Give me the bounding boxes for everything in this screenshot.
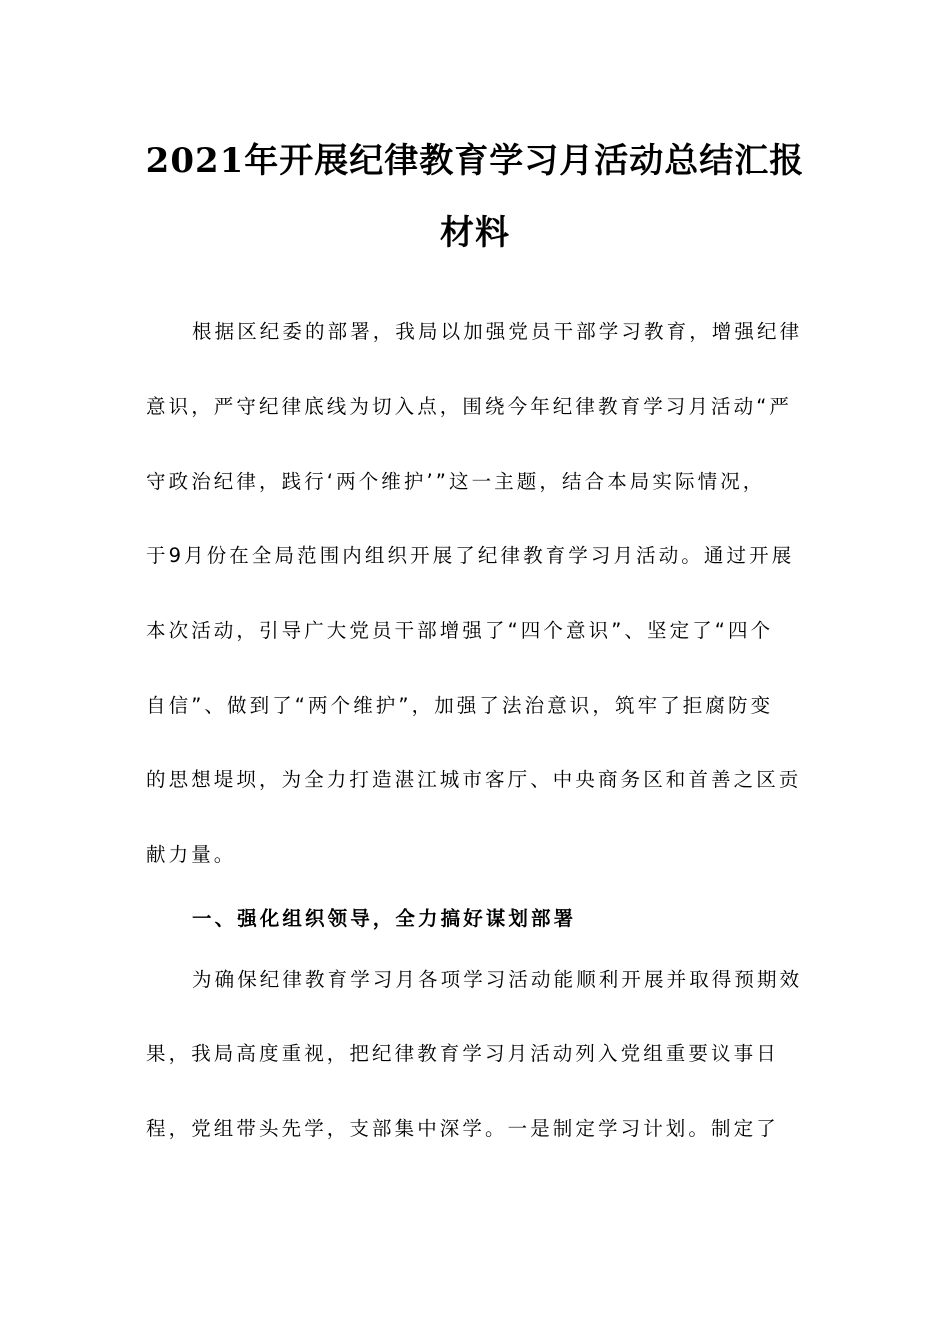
paragraph-1-line-3: 守政治纪律，践行‘两个维护’”这一主题，结合本局实际情况， [146,470,766,493]
document-title-line-2: 材料 [440,213,510,253]
paragraph-1-line-7: 的思想堤坝，为全力打造湛江城市客厅、中央商务区和首善之区贡 [146,768,802,791]
paragraph-1-line-8: 献力量。 [146,843,237,866]
paragraph-1-line-4: 于9月份在全局范围内组织开展了纪律教育学习月活动。通过开展 [146,544,795,567]
paragraph-1-line-2: 意识，严守纪律底线为切入点，围绕今年纪律教育学习月活动“严 [146,395,793,418]
paragraph-2-line-3: 程，党组带头先学，支部集中深学。一是制定学习计划。制定了 [146,1117,779,1140]
paragraph-1-line-1: 根据区纪委的部署，我局以加强党员干部学习教育，增强纪律 [192,320,803,343]
paragraph-1-line-5: 本次活动，引导广大党员干部增强了“四个意识”、坚定了“四个 [146,619,774,642]
section-1-heading: 一、强化组织领导，全力搞好谋划部署 [192,907,577,930]
paragraph-1-line-6: 自信”、做到了“两个维护”，加强了法治意识，筑牢了拒腐防变 [146,694,774,717]
document-title-line-1: 2021年开展纪律教育学习月活动总结汇报 [145,141,805,181]
paragraph-2-line-2: 果，我局高度重视，把纪律教育学习月活动列入党组重要议事日 [146,1042,779,1065]
paragraph-2-line-1: 为确保纪律教育学习月各项学习活动能顺利开展并取得预期效 [192,968,803,991]
